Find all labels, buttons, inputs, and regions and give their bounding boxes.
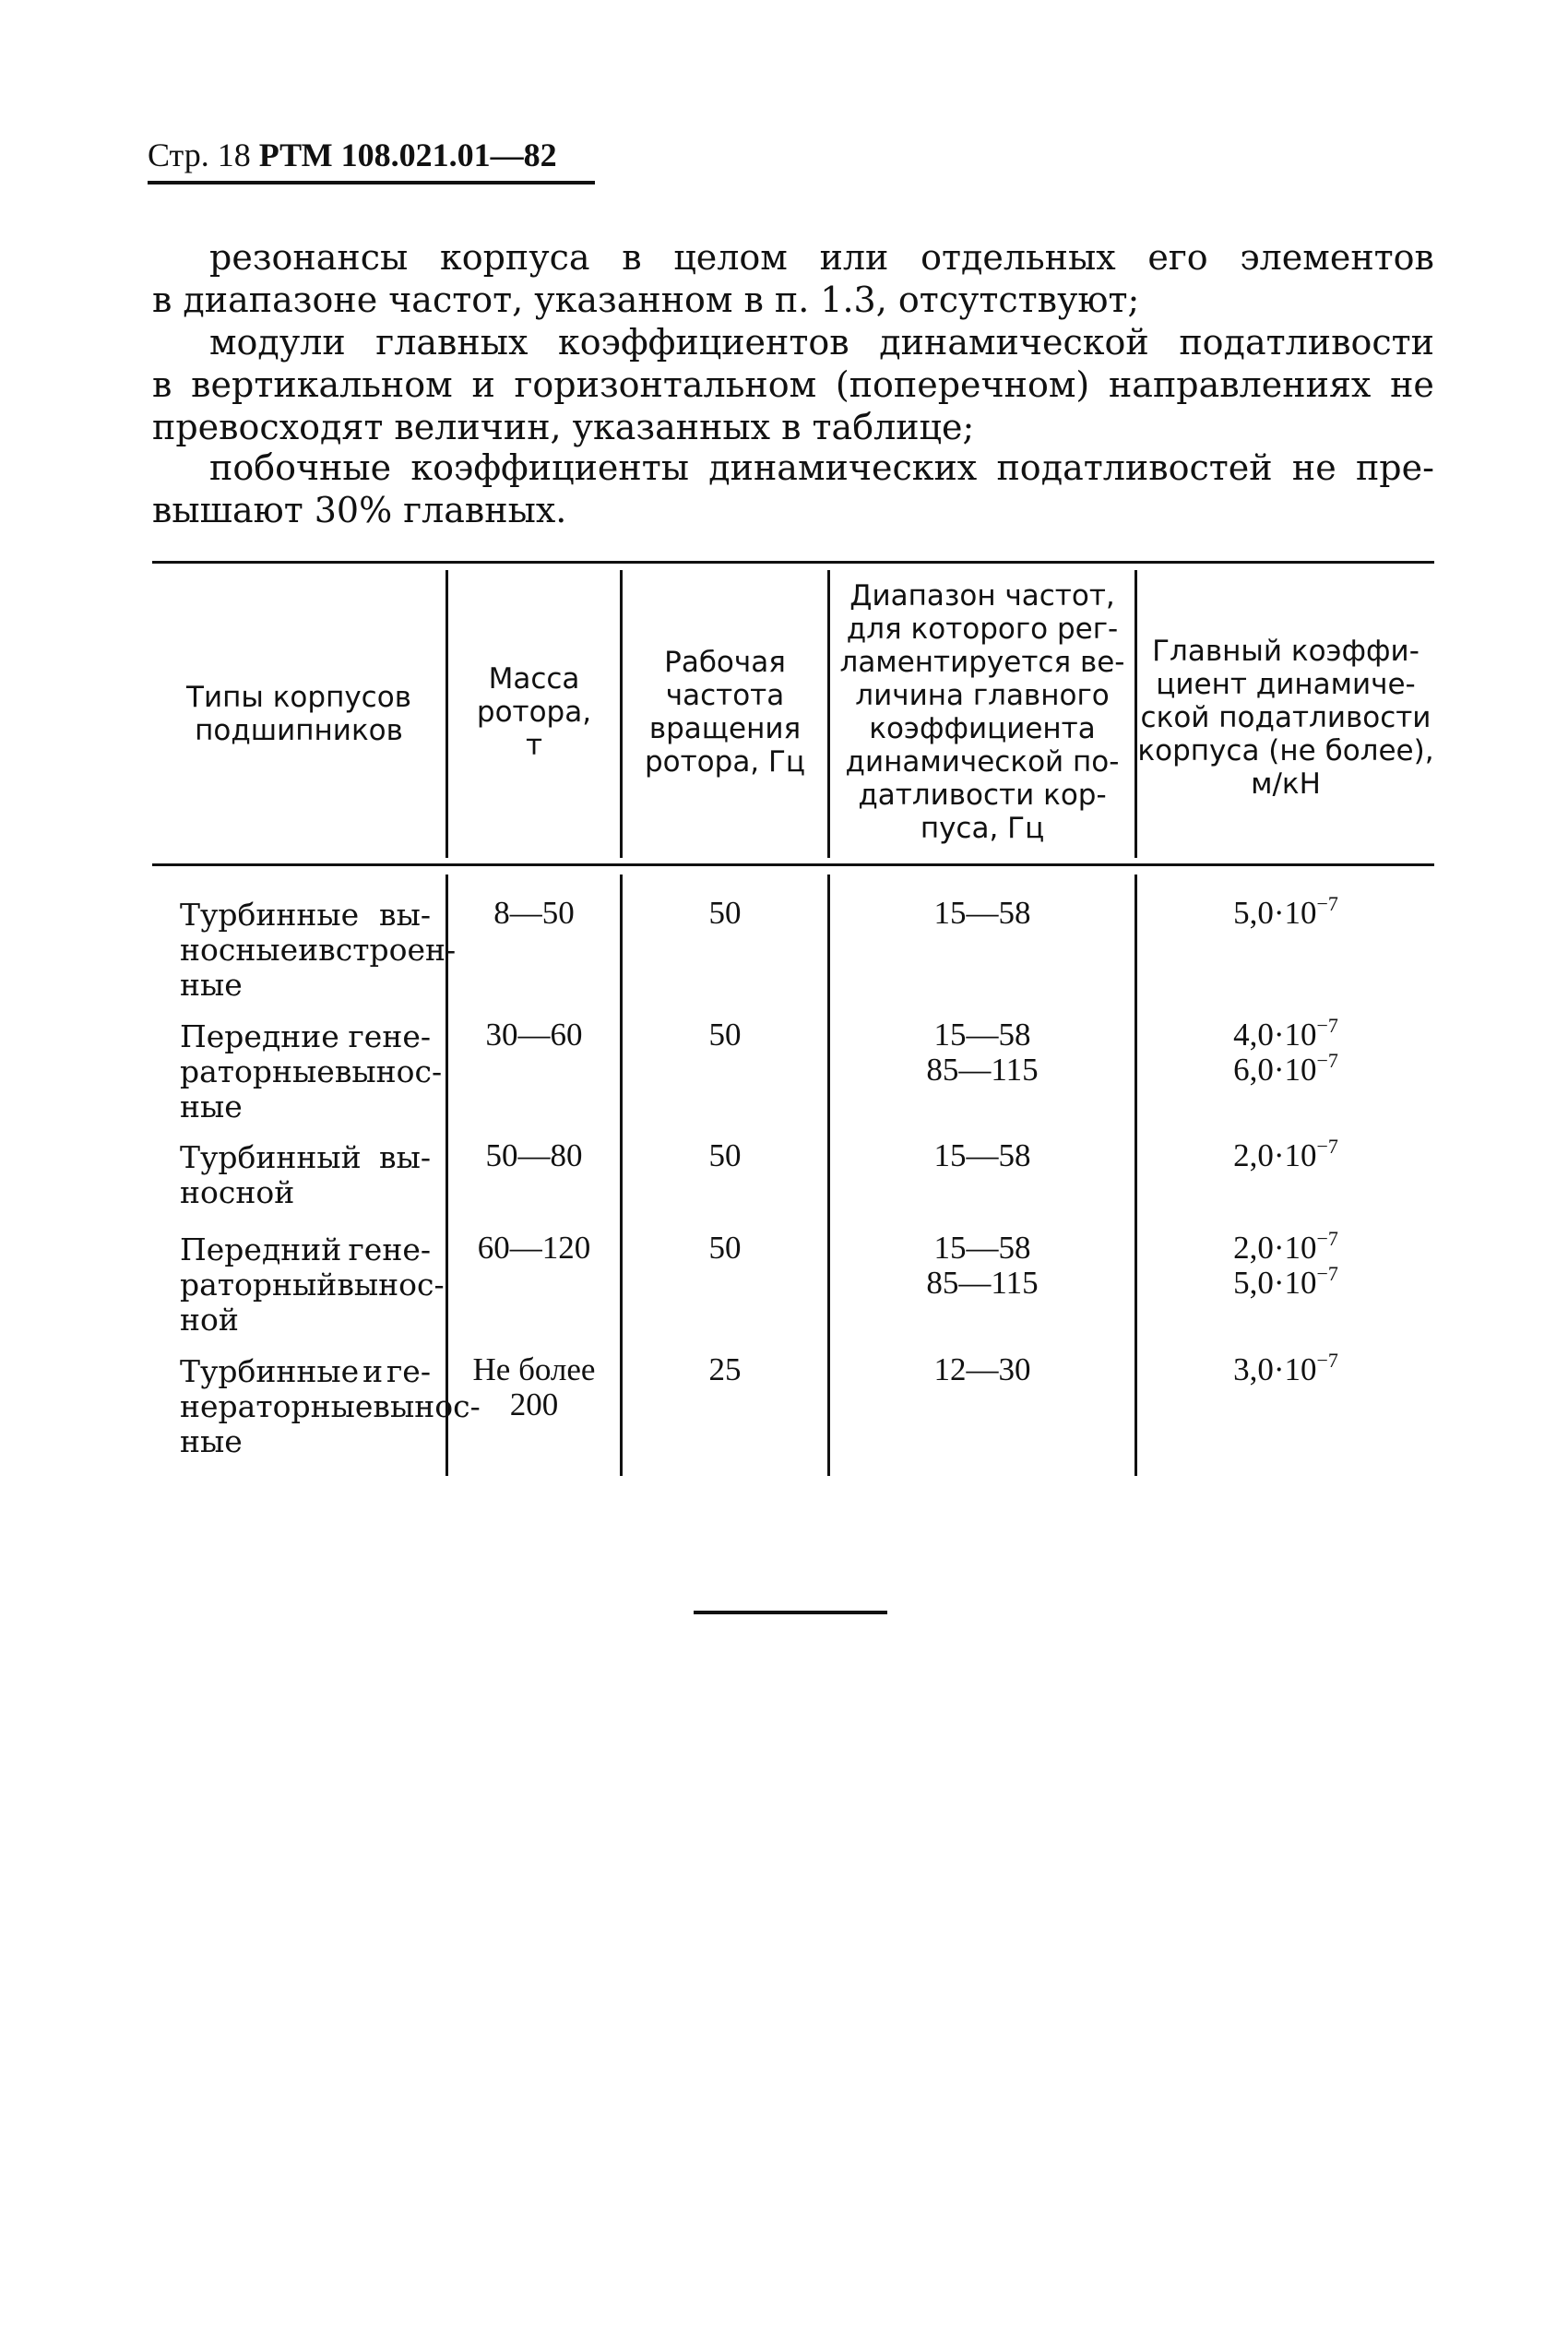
word: в xyxy=(152,280,172,320)
exponent: −7 xyxy=(1316,1049,1338,1072)
word: отсутствуют; xyxy=(897,280,1140,320)
word: его xyxy=(1147,237,1208,278)
paragraph-line xyxy=(152,236,1434,279)
compliance-coefficient-cell xyxy=(1137,1227,1434,1301)
word: ной xyxy=(180,1302,239,1338)
value-line: 30—60 xyxy=(485,1017,583,1053)
bearing-type-cell xyxy=(180,1231,445,1338)
header-line: Масса xyxy=(488,662,580,696)
word: Турбинные xyxy=(180,1353,360,1389)
exponent: −7 xyxy=(1316,1262,1338,1285)
type-line xyxy=(180,1354,431,1389)
header-line: т xyxy=(525,729,543,762)
value-line: Не более xyxy=(472,1351,596,1387)
type-line xyxy=(180,1089,431,1124)
header-line: ламентируется ве- xyxy=(839,646,1125,679)
frequency-range-cell xyxy=(830,1138,1134,1173)
rotor-mass-cell xyxy=(448,1017,620,1053)
rotor-mass-cell xyxy=(448,896,620,931)
paragraph-line xyxy=(152,363,1434,406)
value-line: 50 xyxy=(708,1137,742,1173)
page-header xyxy=(148,137,595,184)
header-line: динамической по- xyxy=(845,745,1120,779)
document-code: РТМ 108.021.01—82 xyxy=(258,137,557,173)
paragraph-line xyxy=(152,279,1434,321)
exponent: −7 xyxy=(1316,1227,1338,1250)
operating-frequency-cell xyxy=(623,1017,827,1053)
word: величин, xyxy=(394,407,562,447)
word: побочные xyxy=(209,447,392,488)
compliance-coefficient-cell xyxy=(1137,1349,1434,1387)
operating-frequency-cell xyxy=(623,1231,827,1266)
value-line: 85—115 xyxy=(926,1265,1039,1301)
value-line: $5,0\cdot 10^{-7}$ xyxy=(1233,1262,1338,1301)
value-line: 15—58 xyxy=(933,1137,1031,1173)
type-line xyxy=(180,1019,431,1054)
word: ге- xyxy=(386,1353,431,1389)
word: нераторные xyxy=(180,1388,374,1424)
word: ные xyxy=(180,1089,243,1124)
word: главных. xyxy=(403,490,567,530)
paragraph-resonances xyxy=(152,236,1434,321)
word: элементов xyxy=(1240,237,1434,278)
word: вынос- xyxy=(373,1388,481,1424)
bearing-type-cell xyxy=(180,897,457,1003)
type-line xyxy=(180,1267,445,1303)
frequency-range-cell xyxy=(830,896,1134,931)
word: главных xyxy=(375,322,529,363)
word: и xyxy=(471,364,495,405)
header-line: Типы корпусов xyxy=(186,681,411,714)
operating-frequency-cell xyxy=(623,1352,827,1387)
word: Передние xyxy=(180,1018,339,1054)
word: раторный xyxy=(180,1267,338,1303)
header-line: коэффициента xyxy=(869,712,1096,745)
value-line: 25 xyxy=(708,1351,742,1387)
compliance-coefficient-cell xyxy=(1137,892,1434,931)
word: отдельных xyxy=(921,237,1116,278)
word: целом xyxy=(673,237,788,278)
word: в xyxy=(152,364,172,405)
word: указанном xyxy=(534,280,733,320)
exponent: −7 xyxy=(1316,1135,1338,1158)
header-line: циент динамиче- xyxy=(1156,668,1416,701)
value-line: 15—58 xyxy=(933,1230,1031,1266)
word: динамической xyxy=(879,322,1149,363)
header-line: ротора, Гц xyxy=(644,745,806,779)
word: 30% xyxy=(314,490,393,530)
word: Турбинные xyxy=(180,897,360,933)
word: раторные xyxy=(180,1053,335,1089)
word: модули xyxy=(209,322,346,363)
operating-frequency-cell xyxy=(623,1138,827,1173)
word: гене- xyxy=(348,1231,431,1267)
word: и xyxy=(298,932,319,968)
header-line: м/кН xyxy=(1251,767,1321,801)
paragraph-line xyxy=(152,406,1434,448)
table-top-rule xyxy=(152,561,1434,564)
page-number: Стр. 18 xyxy=(148,137,251,173)
exponent: −7 xyxy=(1316,892,1338,915)
value-line: $6,0\cdot 10^{-7}$ xyxy=(1233,1049,1338,1088)
value-line: 200 xyxy=(509,1386,559,1422)
type-line xyxy=(180,968,431,1003)
type-line xyxy=(180,932,457,968)
paragraph-side-coefficients xyxy=(152,446,1434,531)
word: динамических xyxy=(708,447,978,488)
word: превосходят xyxy=(152,407,384,447)
word: гене- xyxy=(348,1018,431,1054)
value-line: 15—58 xyxy=(933,895,1031,931)
word: коэффициентов xyxy=(558,322,849,363)
value-line: 50 xyxy=(708,1017,742,1053)
type-line xyxy=(180,898,431,933)
word: резонансы xyxy=(209,237,409,278)
word: горизонтальном xyxy=(514,364,817,405)
header-line: корпуса (не более), xyxy=(1137,734,1434,767)
header-line: пуса, Гц xyxy=(920,812,1045,845)
header-line: подшипников xyxy=(195,714,403,747)
header-line: ской податливости xyxy=(1140,701,1431,734)
paragraph-line xyxy=(152,446,1434,489)
word: частот, xyxy=(388,280,524,320)
word: не xyxy=(1390,364,1434,405)
value-line: $4,0\cdot 10^{-7}$ xyxy=(1233,1014,1338,1053)
word: вышают xyxy=(152,490,303,530)
word: 1.3, xyxy=(820,280,887,320)
word: диапазоне xyxy=(183,280,378,320)
type-line xyxy=(180,1140,431,1175)
value-line: 8—50 xyxy=(493,895,575,931)
word: или xyxy=(819,237,889,278)
column-header xyxy=(830,579,1134,845)
word: п. xyxy=(774,280,810,320)
type-line xyxy=(180,1175,431,1210)
word: указанных xyxy=(572,407,771,447)
exponent: −7 xyxy=(1316,1014,1338,1037)
word: и xyxy=(362,1353,384,1389)
word: вы- xyxy=(379,1139,431,1175)
compliance-coefficient-cell xyxy=(1137,1135,1434,1173)
word: Турбинный xyxy=(180,1139,362,1175)
type-line xyxy=(180,1388,481,1424)
word: (поперечном) xyxy=(835,364,1090,405)
value-line: 12—30 xyxy=(933,1351,1031,1387)
frequency-range-cell xyxy=(830,1017,1134,1088)
header-line: личина главного xyxy=(855,679,1110,712)
rotor-mass-cell xyxy=(448,1231,620,1266)
header-line: частота xyxy=(665,679,785,712)
column-header xyxy=(448,662,620,762)
word: вынос- xyxy=(334,1053,443,1089)
header-bottom-rule xyxy=(152,863,1434,866)
word: в xyxy=(622,237,642,278)
word: таблице; xyxy=(812,407,975,447)
paragraph-line xyxy=(152,321,1434,363)
word: встроен- xyxy=(318,932,457,968)
frequency-range-cell xyxy=(830,1231,1134,1301)
header-line: Главный коэффи- xyxy=(1152,635,1420,668)
value-line: 50—80 xyxy=(485,1137,583,1173)
header-line: вращения xyxy=(648,712,802,745)
rotor-mass-cell xyxy=(448,1138,620,1173)
bearing-type-cell xyxy=(180,1353,481,1459)
value-line: 50 xyxy=(708,1230,742,1266)
paragraph-line xyxy=(152,489,1434,531)
compliance-coefficient-cell xyxy=(1137,1014,1434,1088)
word: направлениях xyxy=(1108,364,1372,405)
word: пре- xyxy=(1355,447,1434,488)
column-header xyxy=(152,681,445,747)
type-line xyxy=(180,1303,431,1338)
value-line: $3,0\cdot 10^{-7}$ xyxy=(1233,1349,1338,1387)
type-line xyxy=(180,1424,431,1459)
column-header xyxy=(1137,635,1434,801)
word: вы- xyxy=(379,897,431,933)
header-line: для которого рег- xyxy=(846,613,1119,646)
end-rule xyxy=(694,1611,887,1614)
word: податливостей xyxy=(996,447,1273,488)
word: коэффициенты xyxy=(410,447,689,488)
word: ные xyxy=(180,967,243,1003)
header-underline xyxy=(148,181,595,184)
bearing-type-cell xyxy=(180,1140,431,1210)
value-line: $5,0\cdot 10^{-7}$ xyxy=(1233,892,1338,931)
header-text xyxy=(148,137,595,173)
rotor-mass-cell xyxy=(448,1352,620,1422)
value-line: 85—115 xyxy=(926,1052,1039,1088)
word: податливости xyxy=(1179,322,1434,363)
header-line: Диапазон частот, xyxy=(849,579,1115,613)
word: не xyxy=(1291,447,1336,488)
paragraph-modules xyxy=(152,321,1434,448)
word: носной xyxy=(180,1174,295,1210)
word: ные xyxy=(180,1423,243,1459)
header-line: датливости кор- xyxy=(858,779,1107,812)
word: в xyxy=(743,280,764,320)
type-line xyxy=(180,1232,431,1267)
operating-frequency-cell xyxy=(623,896,827,931)
word: в xyxy=(781,407,802,447)
word: Передний xyxy=(180,1231,342,1267)
word: носные xyxy=(180,932,299,968)
header-line: ротора, xyxy=(476,696,592,729)
value-line: 15—58 xyxy=(933,1017,1031,1053)
header-line: Рабочая xyxy=(664,646,786,679)
word: вынос- xyxy=(337,1267,445,1303)
value-line: 50 xyxy=(708,895,742,931)
exponent: −7 xyxy=(1316,1349,1338,1372)
value-line: 60—120 xyxy=(477,1230,591,1266)
value-line: $2,0\cdot 10^{-7}$ xyxy=(1233,1135,1338,1173)
column-header xyxy=(623,646,827,779)
type-line xyxy=(180,1053,443,1089)
frequency-range-cell xyxy=(830,1352,1134,1387)
word: корпуса xyxy=(439,237,590,278)
word: вертикальном xyxy=(191,364,453,405)
value-line: $2,0\cdot 10^{-7}$ xyxy=(1233,1227,1338,1266)
bearing-type-cell xyxy=(180,1018,443,1124)
